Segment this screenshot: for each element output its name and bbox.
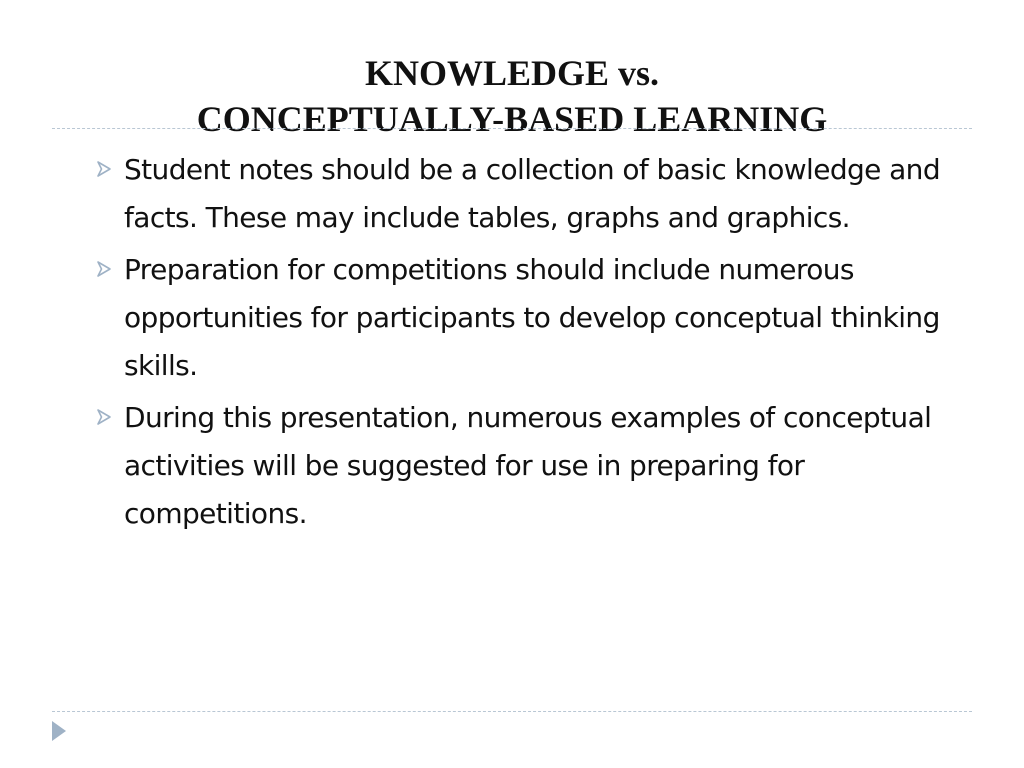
triangle-right-icon — [50, 719, 68, 743]
footer-divider — [52, 711, 972, 712]
title-line-1: KNOWLEDGE vs. — [364, 53, 660, 94]
arrow-bullet-icon — [96, 408, 112, 426]
arrow-bullet-icon — [96, 260, 112, 278]
bullet-item — [96, 246, 976, 390]
bullet-item — [96, 394, 976, 538]
bullet-text: During this presentation, numerous examples of conceptual activities will be suggested for use in preparing for competitions. — [124, 401, 932, 530]
arrow-bullet-icon — [96, 160, 112, 178]
bullet-text: Preparation for competitions should include numerous opportunities for participants to develop conceptual thinking skills. — [124, 253, 940, 382]
bullet-item — [96, 146, 976, 242]
bullet-text: Student notes should be a collection of basic knowledge and facts. These may include tables, graphs and graphics. — [124, 153, 940, 234]
title-divider — [52, 128, 972, 129]
title-line-2: CONCEPTUALLY-BASED LEARNING — [196, 99, 828, 140]
bullet-list — [96, 146, 976, 542]
